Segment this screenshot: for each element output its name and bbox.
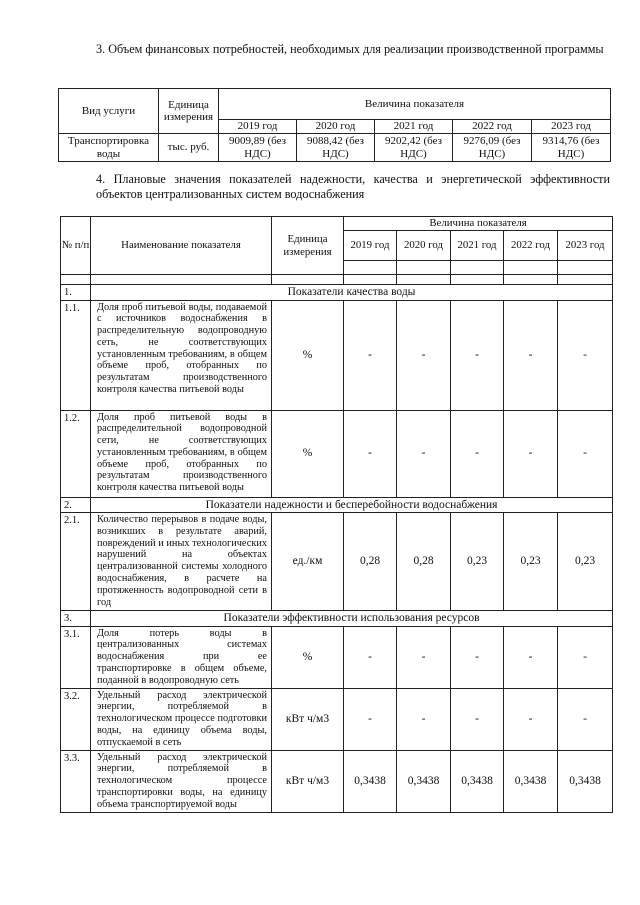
value-cell: -: [397, 626, 451, 688]
value-cell: 0,23: [558, 513, 613, 611]
unit-cell: %: [272, 410, 344, 497]
section-3-heading: 3. Объем финансовых потребностей, необходимых для реализации производственной программы: [96, 42, 604, 56]
value-cell: 9276,09 (без НДС): [453, 134, 532, 162]
value-cell: -: [397, 300, 451, 410]
row-number: 1.1.: [61, 300, 91, 410]
value-cell: -: [504, 626, 558, 688]
value-cell: 9088,42 (без НДС): [297, 134, 375, 162]
section-title: Показатели надежности и бесперебойности водоснабжения: [91, 497, 613, 513]
indicators-table: [60, 216, 613, 813]
table-row: [61, 410, 613, 497]
table-row: [61, 750, 613, 812]
section-row: [61, 285, 613, 301]
spacer-cell: [397, 275, 451, 285]
row-number: 3.3.: [61, 750, 91, 812]
table-row: [61, 513, 613, 611]
spacer-cell: [504, 275, 558, 285]
col-header-value: Величина показателя: [219, 89, 611, 120]
row-number: 1.2.: [61, 410, 91, 497]
unit-cell: ед./км: [272, 513, 344, 611]
value-cell: -: [344, 300, 397, 410]
value-cell: 9202,42 (без НДС): [375, 134, 453, 162]
year-header: 2020 год: [397, 231, 451, 261]
unit-cell: кВт ч/м3: [272, 750, 344, 812]
row-number: 3.2.: [61, 688, 91, 750]
spacer-cell: [61, 275, 91, 285]
value-cell: -: [451, 410, 504, 497]
year-header: 2022 год: [453, 120, 532, 134]
year-header: 2021 год: [451, 231, 504, 261]
empty-cell: [397, 261, 451, 275]
year-header: 2020 год: [297, 120, 375, 134]
spacer-cell: [91, 275, 272, 285]
value-cell: 9314,76 (без НДС): [532, 134, 611, 162]
empty-cell: [558, 261, 613, 275]
empty-cell: [451, 261, 504, 275]
table-row: [61, 688, 613, 750]
value-cell: -: [397, 688, 451, 750]
unit-cell: %: [272, 626, 344, 688]
value-cell: -: [558, 300, 613, 410]
spacer-cell: [451, 275, 504, 285]
unit-cell: %: [272, 300, 344, 410]
year-header: 2021 год: [375, 120, 453, 134]
year-header: 2023 год: [532, 120, 611, 134]
year-header: 2019 год: [344, 231, 397, 261]
indicator-name: Количество перерывов в подаче воды, возникших в результате аварий, повреждений и иных технологических нарушений на объектах централизованной системы холодного водоснабжения, в расчете на протяженность водопроводной сети в год: [91, 513, 272, 611]
year-header: 2019 год: [219, 120, 297, 134]
section-number: 3.: [61, 611, 91, 627]
spacer-cell: [344, 275, 397, 285]
section-row: [61, 611, 613, 627]
col-header-no: № п/п: [61, 217, 91, 275]
empty-cell: [504, 261, 558, 275]
value-cell: 0,23: [451, 513, 504, 611]
value-cell: -: [558, 410, 613, 497]
indicator-name: Доля проб питьевой воды, подаваемой с источников водоснабжения в распределительную водопроводную сеть, не соответствующих установленным требованиям, в общем объеме проб, отобранных по результатам производственного контроля качества питьевой воды: [91, 300, 272, 410]
value-cell: -: [451, 300, 504, 410]
value-cell: -: [344, 688, 397, 750]
value-cell: -: [344, 626, 397, 688]
value-cell: 0,3438: [451, 750, 504, 812]
table-row: [59, 134, 611, 162]
section-title: Показатели качества воды: [91, 285, 613, 301]
value-cell: -: [397, 410, 451, 497]
unit-cell: кВт ч/м3: [272, 688, 344, 750]
row-number: 2.1.: [61, 513, 91, 611]
value-cell: -: [344, 410, 397, 497]
section-number: 2.: [61, 497, 91, 513]
value-cell: -: [451, 626, 504, 688]
value-cell: -: [558, 626, 613, 688]
indicator-name: Удельный расход электрической энергии, потребляемой в технологическом процессе подготовки воды, на единицу объема воды, отпускаемой в сеть: [91, 688, 272, 750]
indicator-name: Удельный расход электрической энергии, потребляемой в технологическом процессе транспортировки воды, на единицу объема транспортируемой воды: [91, 750, 272, 812]
service-name: Транспортировка воды: [59, 134, 159, 162]
indicator-name: Доля потерь воды в централизованных системах водоснабжения при ее транспортировке в общем объеме, поданной в водопроводную сеть: [91, 626, 272, 688]
value-cell: 0,3438: [504, 750, 558, 812]
col-header-service: Вид услуги: [59, 89, 159, 134]
year-header: 2023 год: [558, 231, 613, 261]
table-row: [61, 300, 613, 410]
col-header-name: Наименование показателя: [91, 217, 272, 275]
finance-table: [58, 88, 611, 162]
value-cell: -: [504, 300, 558, 410]
value-cell: 0,3438: [558, 750, 613, 812]
value-cell: 0,28: [344, 513, 397, 611]
year-header: 2022 год: [504, 231, 558, 261]
spacer-cell: [272, 275, 344, 285]
section-number: 1.: [61, 285, 91, 301]
unit-cell: тыс. руб.: [159, 134, 219, 162]
indicator-name: Доля проб питьевой воды в распределительной водопроводной сети, не соответствующих установленным требованиям, в общем объеме проб, отобранных по результатам производственного контроля качества питьевой воды: [91, 410, 272, 497]
table-row: [61, 626, 613, 688]
spacer-cell: [558, 275, 613, 285]
empty-cell: [344, 261, 397, 275]
value-cell: 0,3438: [344, 750, 397, 812]
col-header-value: Величина показателя: [344, 217, 613, 231]
value-cell: -: [451, 688, 504, 750]
value-cell: -: [504, 688, 558, 750]
value-cell: -: [504, 410, 558, 497]
value-cell: 0,23: [504, 513, 558, 611]
col-header-unit: Единица измерения: [159, 89, 219, 134]
value-cell: 9009,89 (без НДС): [219, 134, 297, 162]
value-cell: -: [558, 688, 613, 750]
col-header-unit: Единица измерения: [272, 217, 344, 275]
section-4-heading: 4. Плановые значения показателей надежности, качества и энергетической эффективности объектов централизованных систем водоснабжения: [96, 172, 610, 201]
row-number: 3.1.: [61, 626, 91, 688]
section-title: Показатели эффективности использования ресурсов: [91, 611, 613, 627]
section-row: [61, 497, 613, 513]
value-cell: 0,28: [397, 513, 451, 611]
value-cell: 0,3438: [397, 750, 451, 812]
